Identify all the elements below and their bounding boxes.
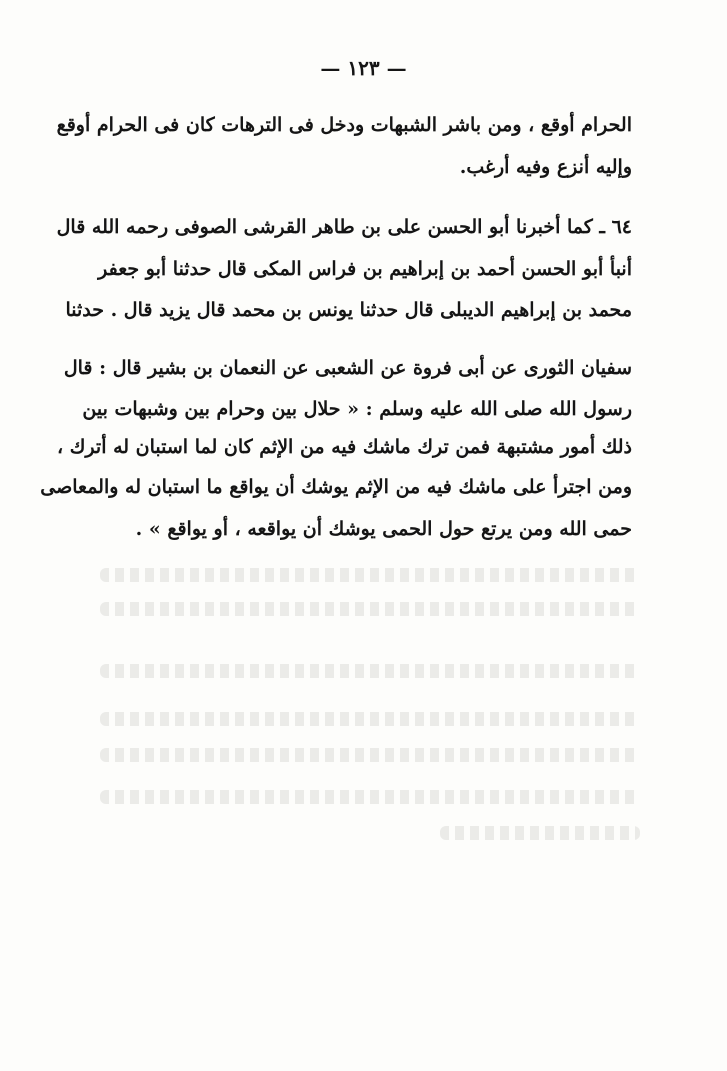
text-line: سفيان الثورى عن أبى فروة عن الشعبى عن النعمان بن بشير قال : قال — [63, 357, 632, 379]
text-line: ٦٤ ـ كما أخبرنا أبو الحسن على بن طاهر القرشى الصوفى رحمه الله قال — [56, 216, 632, 238]
text-line: ومن اجترأ على ماشك فيه من الإثم يوشك أن يواقع ما استبان له والمعاصى — [40, 476, 632, 498]
show-through-line — [100, 602, 640, 616]
show-through-line — [100, 568, 640, 582]
text-line: أنبأ أبو الحسن أحمد بن إبراهيم بن فراس المكى قال حدثنا أبو جعفر — [98, 258, 632, 280]
show-through-line — [100, 664, 640, 678]
text-line: رسول الله صلى الله عليه وسلم : « حلال بين وحرام بين وشبهات بين — [82, 398, 632, 420]
show-through-line — [100, 790, 640, 804]
page-number: — ١٢٣ — — [320, 56, 407, 80]
show-through-line — [100, 748, 640, 762]
show-through-line — [440, 826, 640, 840]
text-line: وإليه أنزع وفيه أرغب. — [459, 156, 632, 178]
text-line: حمى الله ومن يرتع حول الحمى يوشك أن يواقعه ، أو يواقع » . — [135, 518, 632, 540]
text-line: ذلك أمور مشتبهة فمن ترك ماشك فيه من الإثم كان لما استبان له أترك ، — [57, 436, 632, 458]
text-line: محمد بن إبراهيم الديبلى قال حدثنا يونس بن محمد قال يزيد قال . حدثنا — [65, 299, 632, 321]
text-line: الحرام أوقع ، ومن باشر الشبهات ودخل فى الترهات كان فى الحرام أوقع — [56, 114, 632, 136]
show-through-line — [100, 712, 640, 726]
